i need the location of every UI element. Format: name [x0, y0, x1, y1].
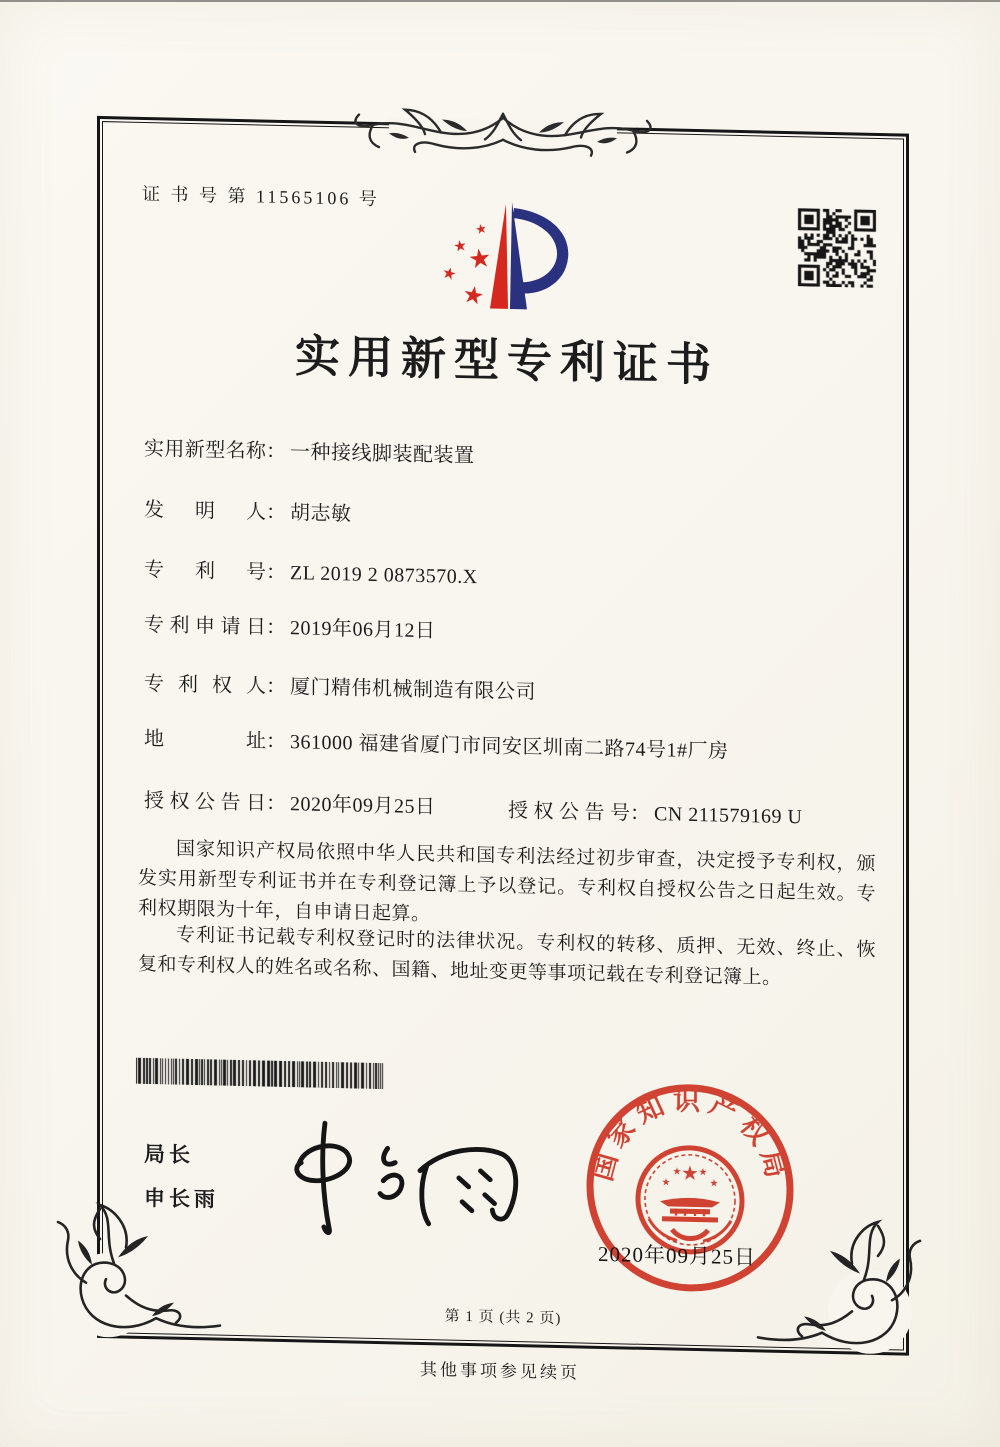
svg-text:★: ★	[709, 1178, 719, 1190]
director-signature	[258, 1106, 528, 1242]
field-colon: ：	[266, 501, 286, 525]
legal-paragraph-1: 国家知识产权局依照中华人民共和国专利法经过初步审查，决定授予专利权，颁发实用新型专利证书并在专利登记簿上予以登记。专利权自授权公告之日起生效。专利权期限为十年，自申请日起算。	[138, 838, 876, 926]
certificate-title: 实用新型专利证书	[294, 331, 719, 391]
director-title: 局长	[144, 1142, 194, 1168]
field-value: 361000 福建省厦门市同安区圳南二路74号1#厂房	[290, 731, 729, 763]
top-flourish-ornament	[333, 84, 673, 175]
field-row-inventor	[144, 493, 352, 527]
field-colon: ：	[266, 440, 286, 464]
svg-text:★: ★	[672, 1166, 682, 1178]
field-colon: ：	[630, 802, 650, 826]
field-label: 专利权人	[144, 672, 266, 698]
field-label: 专利申请日	[144, 613, 266, 639]
field-colon: ：	[266, 730, 286, 754]
field-label: 实用新型名称	[144, 437, 266, 463]
field-colon: ：	[266, 675, 286, 699]
field-value: ZL 2019 2 0873570.X	[290, 562, 478, 589]
field-row-name	[144, 432, 475, 468]
seal-date: 2020年09月25日	[598, 1241, 756, 1270]
field-label: 授权公告日	[144, 789, 266, 815]
field-row-patentee	[144, 667, 536, 705]
field-row-grant-date	[144, 784, 436, 819]
svg-text:★: ★	[440, 262, 459, 285]
field-value: 2019年06月12日	[290, 617, 436, 643]
field-row-filing-date	[144, 608, 436, 643]
page-number: 第 1 页 (共 2 页)	[444, 1308, 562, 1328]
field-value: 2020年09月25日	[290, 793, 436, 819]
svg-text:★: ★	[460, 279, 487, 312]
barcode	[136, 1058, 388, 1089]
svg-text:★: ★	[681, 1160, 699, 1186]
svg-text:★: ★	[451, 236, 469, 256]
field-colon: ：	[266, 561, 286, 585]
field-label: 授权公告号	[508, 799, 630, 825]
qr-code	[798, 208, 876, 288]
field-value: 厦门精伟机械制造有限公司	[290, 676, 536, 704]
svg-text:★: ★	[474, 221, 489, 239]
barcode-wrap	[136, 1058, 388, 1094]
field-colon: ：	[266, 616, 286, 640]
svg-text:★: ★	[698, 1167, 708, 1179]
seal-arc-title: 国家知识产权局	[587, 1085, 793, 1188]
field-label: 地址	[144, 727, 266, 753]
field-label: 发明人	[144, 498, 266, 524]
logo-red-wedge	[490, 204, 508, 309]
certificate-frame	[97, 116, 909, 1356]
logo-stars	[440, 220, 493, 311]
bottom-left-flourish	[56, 1198, 226, 1352]
footer-note: 其他事项参见续页	[420, 1359, 580, 1383]
cnipa-logo	[424, 192, 584, 320]
director-name: 申长雨	[144, 1186, 219, 1212]
national-emblem	[638, 1147, 742, 1253]
field-row-patent-no	[144, 553, 478, 589]
certificate-number: 证 书 号 第 11565106 号	[142, 183, 380, 210]
field-label: 专利号	[144, 558, 266, 584]
svg-text:★: ★	[466, 243, 494, 276]
legal-paragraph-2: 专利证书记载专利权登记时的法律状况。专利权的转移、质押、无效、终止、恢复和专利权人的姓名或名称、国籍、地址变更等事项记载在专利登记簿上。	[138, 924, 876, 989]
field-value: CN 211579169 U	[654, 803, 803, 829]
svg-text:★: ★	[661, 1177, 671, 1189]
field-value: 胡志敏	[290, 502, 352, 526]
field-row-address	[144, 722, 729, 764]
field-row-grant-no	[508, 794, 802, 829]
field-value: 一种接线脚装配装置	[290, 441, 475, 468]
field-colon: ：	[266, 792, 286, 816]
